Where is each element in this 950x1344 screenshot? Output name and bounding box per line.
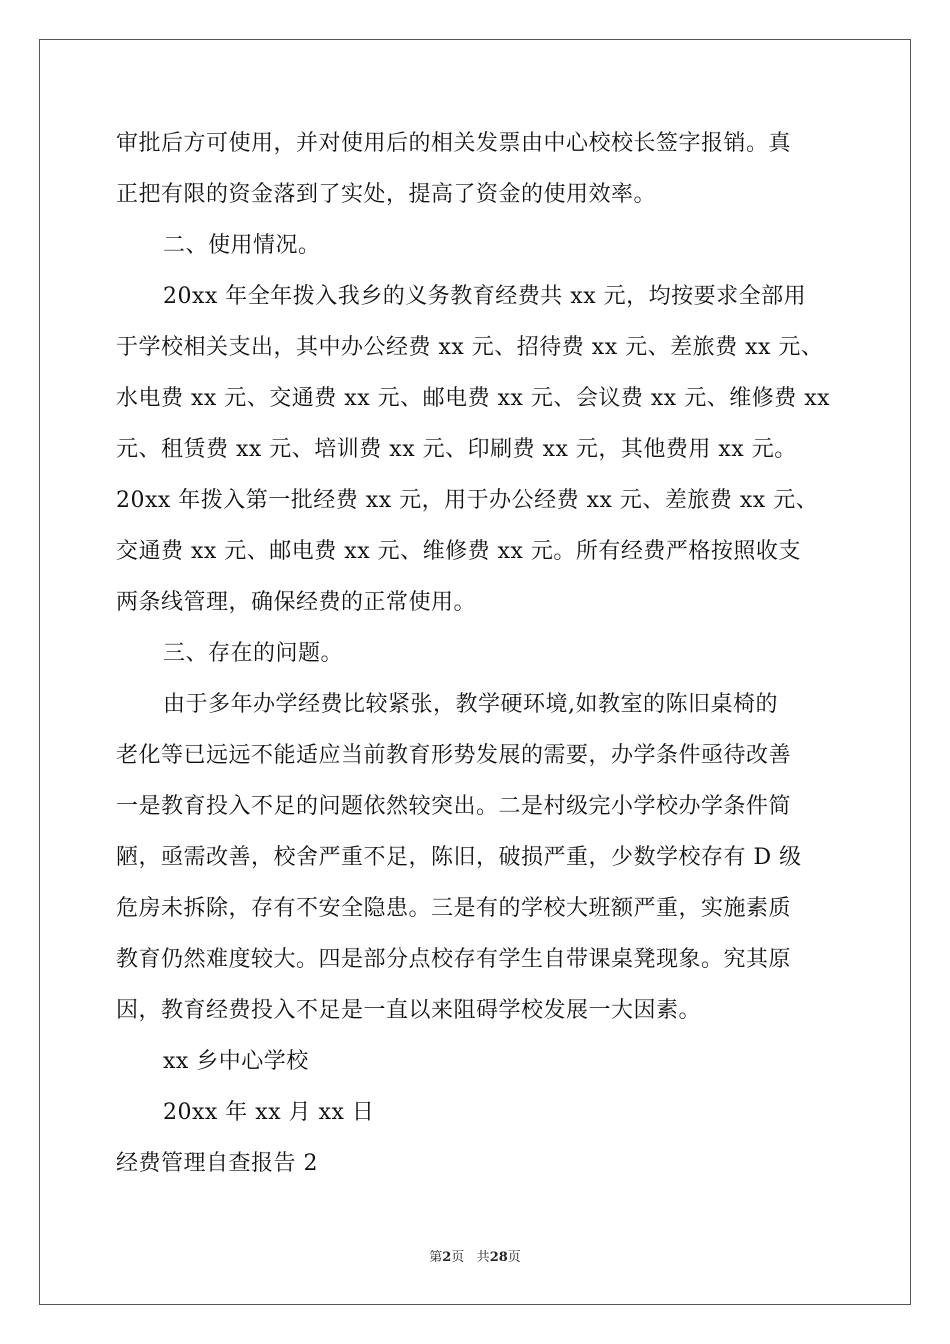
section-heading: 二、使用情况。 bbox=[163, 233, 321, 258]
text-line: 交通费 xx 元、邮电费 xx 元、维修费 xx 元。所有经费严格按照收支 bbox=[116, 539, 801, 564]
text-line: 于学校相关支出，其中办公经费 xx 元、招待费 xx 元、差旅费 xx 元、 bbox=[116, 335, 824, 360]
report-title: 经费管理自查报告 2 bbox=[116, 1151, 318, 1176]
total-suffix: 页 bbox=[507, 1250, 521, 1265]
text-line: 20xx 年全年拨入我乡的义务教育经费共 xx 元，均按要求全部用 bbox=[163, 284, 807, 309]
text-line: 审批后方可使用，并对使用后的相关发票由中心校校长签字报销。真 bbox=[116, 131, 792, 156]
section-heading: 三、存在的问题。 bbox=[163, 641, 344, 666]
text-line: 由于多年办学经费比较紧张，教学硬环境,如教室的陈旧桌椅的 bbox=[163, 692, 778, 717]
text-line: 因，教育经费投入不足是一直以来阻碍学校发展一大因素。 bbox=[116, 998, 702, 1023]
text-line: 元、租赁费 xx 元、培训费 xx 元、印刷费 xx 元，其他费用 xx 元。 bbox=[116, 437, 797, 462]
page-suffix: 页 bbox=[451, 1250, 465, 1265]
text-line: 陋，亟需改善，校舍严重不足，陈旧，破损严重，少数学校存有 D 级 bbox=[116, 845, 802, 870]
text-line: 20xx 年拨入第一批经费 xx 元，用于办公经费 xx 元、差旅费 xx 元、 bbox=[116, 488, 819, 513]
page-number: 2 bbox=[442, 1250, 452, 1265]
text-line: 教育仍然难度较大。四是部分点校存有学生自带课桌凳现象。究其原 bbox=[116, 947, 792, 972]
total-prefix: 共 bbox=[476, 1250, 490, 1265]
text-line: 两条线管理，确保经费的正常使用。 bbox=[116, 590, 477, 615]
text-line: 正把有限的资金落到了实处，提高了资金的使用效率。 bbox=[116, 182, 657, 207]
text-line: 危房未拆除，存有不安全隐患。三是有的学校大班额严重，实施素质 bbox=[116, 896, 792, 921]
total-pages: 28 bbox=[489, 1250, 508, 1265]
signature-date: 20xx 年 xx 月 xx 日 bbox=[163, 1100, 375, 1125]
text-line: 老化等已远远不能适应当前教育形势发展的需要，办学条件亟待改善 bbox=[116, 743, 792, 768]
page-footer bbox=[0, 1246, 950, 1265]
text-line: 水电费 xx 元、交通费 xx 元、邮电费 xx 元、会议费 xx 元、维修费 xx bbox=[116, 386, 831, 411]
page-prefix: 第 bbox=[429, 1250, 443, 1265]
signature-organization: xx 乡中心学校 bbox=[163, 1049, 309, 1074]
text-line: 一是教育投入不足的问题依然较突出。二是村级完小学校办学条件简 bbox=[116, 794, 792, 819]
